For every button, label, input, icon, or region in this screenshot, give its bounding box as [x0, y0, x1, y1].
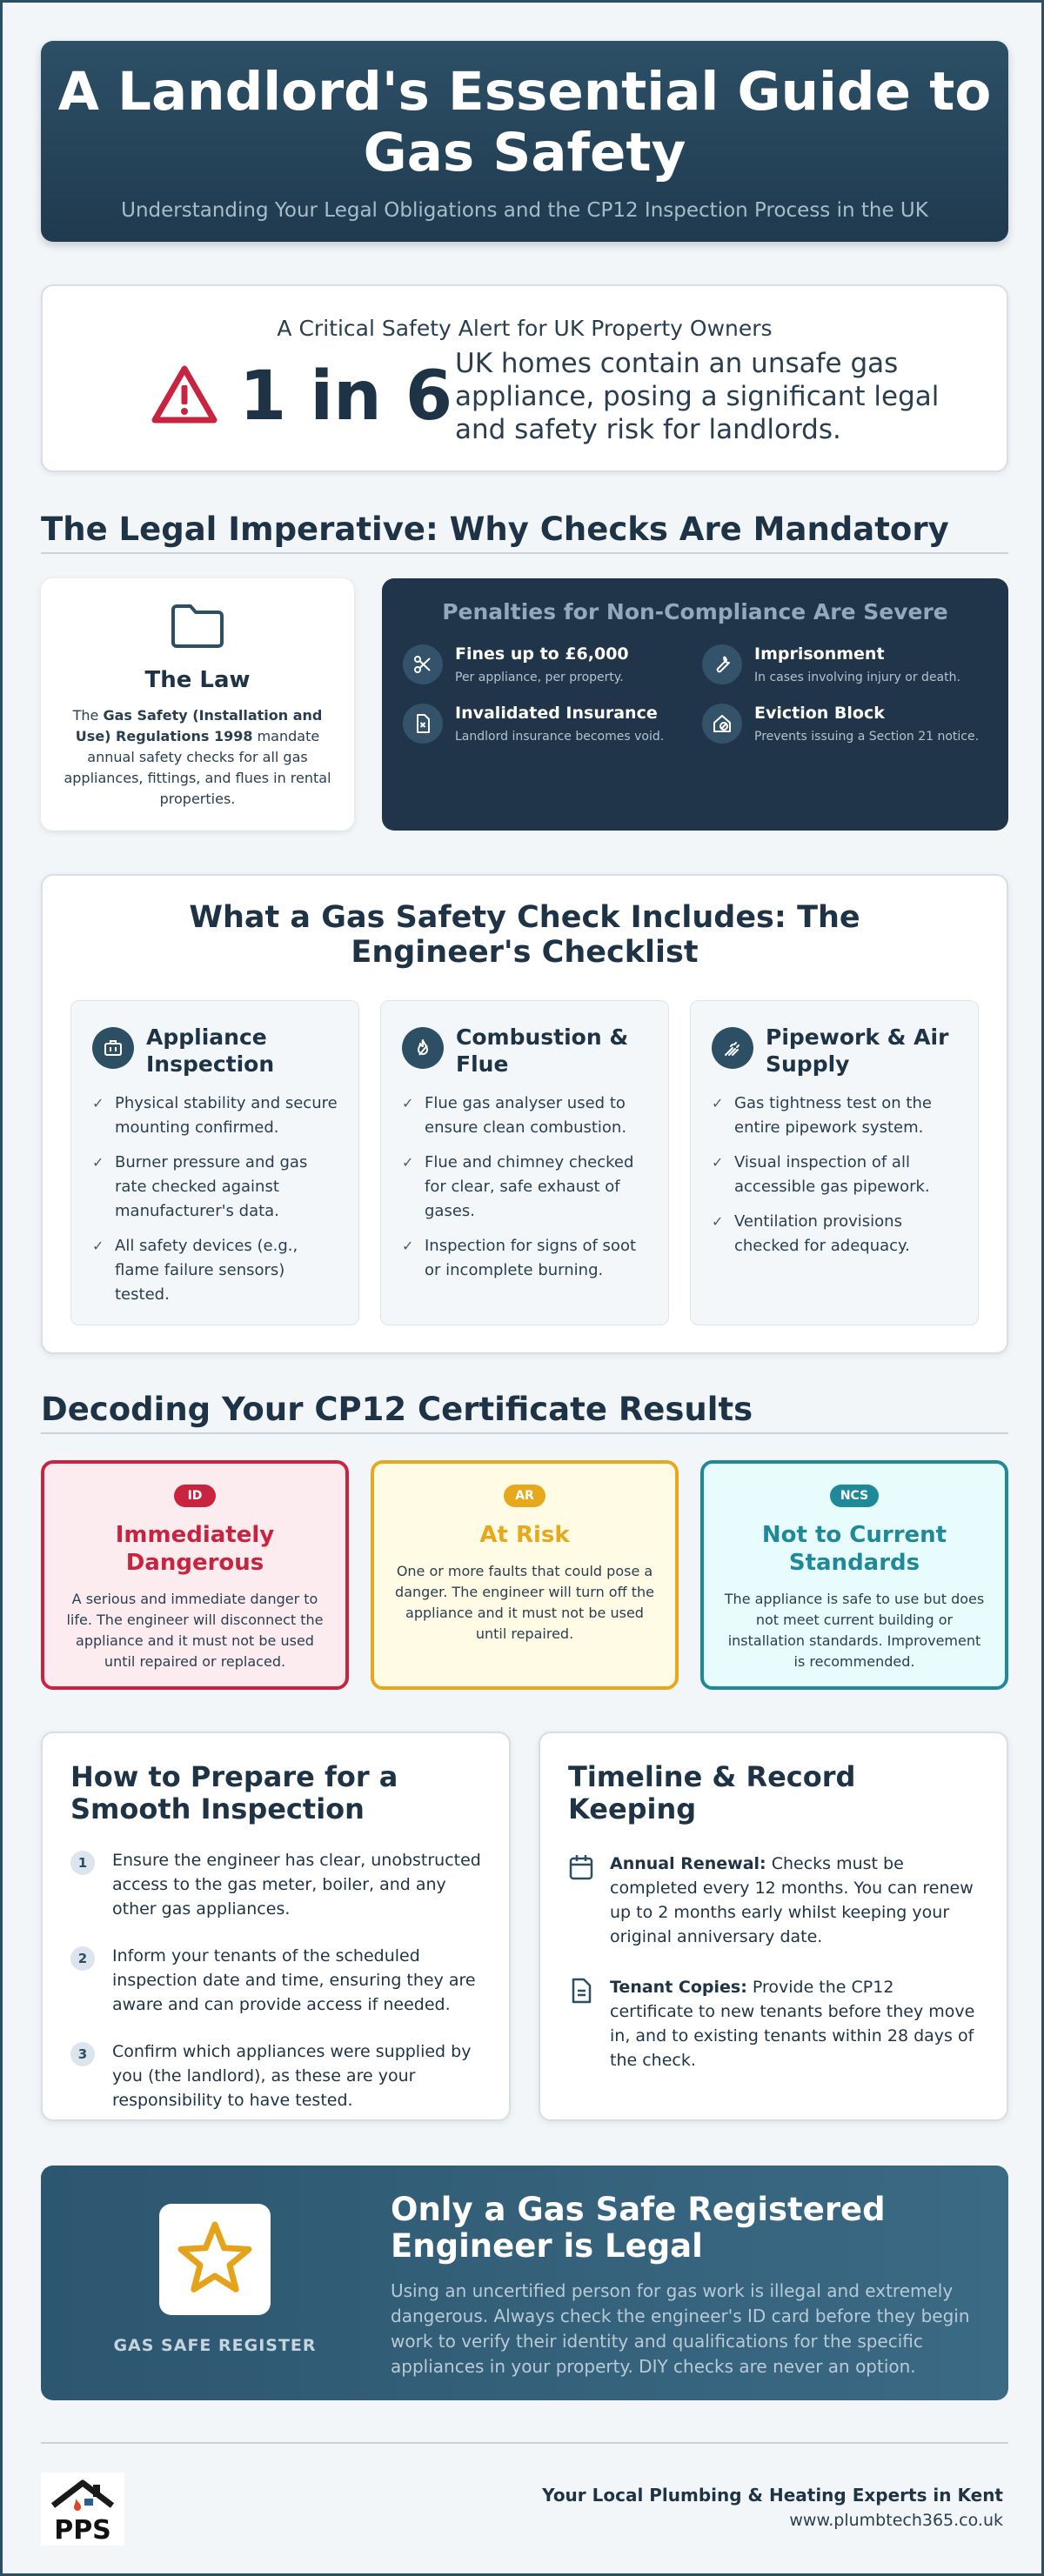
penalties-title: Penalties for Non-Compliance Are Severe — [442, 599, 948, 624]
alert-kicker: A Critical Safety Alert for UK Property Owners — [277, 316, 773, 341]
house-block-icon — [702, 704, 742, 744]
law-title: The Law — [144, 667, 251, 693]
step-text: Confirm which appliances were supplied by you (the landlord), as these are your responsibility to have tested. — [112, 2042, 472, 2110]
step-text: Inform your tenants of the scheduled inspection date and time, ensuring they are aware and can provide access if needed. — [112, 1946, 476, 2014]
step-number: 3 — [70, 2042, 95, 2066]
file-x-icon — [403, 704, 443, 744]
checklist-column-pipework — [690, 1000, 979, 1325]
list-item: ✓ Physical stability and secure mounting confirmed. — [90, 1091, 339, 1140]
timeline-text: Checks must be completed every 12 months. You can renew up to 2 months early whilst keeping your original anniversary date. — [610, 1854, 974, 1946]
law-text: The Gas Safety (Installation and Use) Regulations 1998 mandate annual safety checks for all gas appliances, fittings, and flues in rental properties. — [64, 707, 331, 807]
page-subtitle: Understanding Your Legal Obligations and the CP12 Inspection Process in the UK — [121, 199, 928, 222]
document-icon — [568, 1977, 594, 2005]
gas-safe-banner — [41, 2166, 1008, 2400]
list-item: ✓ All safety devices (e.g., flame failure sensors) tested. — [90, 1234, 339, 1307]
flame-icon — [402, 1027, 444, 1069]
law-regulation: Gas Safety (Installation and Use) Regulations 1998 — [75, 707, 323, 744]
folder-icon — [169, 601, 226, 651]
safety-alert-card — [41, 284, 1008, 472]
scissors-icon — [403, 644, 443, 684]
alert-stat: 1 in 6 — [239, 357, 453, 436]
wrench-icon — [702, 644, 742, 684]
checklist-column-combustion — [380, 1000, 669, 1325]
list-item: ✓ Flue and chimney checked for clear, safe exhaust of gases. — [400, 1151, 649, 1224]
list-item: ✓ Visual inspection of all accessible gas pipework. — [710, 1151, 959, 1199]
checklist-title: What a Gas Safety Check Includes: The Engineer's Checklist — [189, 900, 860, 970]
gas-safe-title: Only a Gas Safe Registered Engineer is Legal — [391, 2191, 886, 2265]
prepare-step — [70, 2039, 481, 2112]
hero-header — [41, 41, 1008, 242]
prepare-title: How to Prepare for a Smooth Inspection — [70, 1760, 398, 1825]
gas-safe-logo — [159, 2204, 271, 2315]
step-text: Ensure the engineer has clear, unobstructed access to the gas meter, boiler, and any other gas appliances. — [112, 1851, 481, 1919]
result-text: A serious and immediate danger to life. The engineer will disconnect the appliance and it must not be used until repaired or replaced. — [66, 1591, 324, 1670]
list-item: ✓ Gas tightness test on the entire pipework system. — [710, 1091, 959, 1140]
timeline-item — [568, 1975, 979, 2072]
checklist-card — [41, 874, 1008, 1354]
timeline-label: Tenant Copies: — [610, 1978, 747, 1997]
alert-description: UK homes contain an unsafe gas appliance, posing a significant legal and safety risk for landlords. — [455, 348, 940, 445]
footer-divider — [41, 2442, 1008, 2444]
list-item: ✓ Burner pressure and gas rate checked against manufacturer's data. — [90, 1151, 339, 1224]
footer-tagline: Your Local Plumbing & Heating Experts in Kent — [542, 2485, 1003, 2506]
result-code-badge: AR — [504, 1485, 545, 1507]
list-item: ✓ Ventilation provisions checked for adequacy. — [710, 1210, 959, 1258]
gas-safe-text: Using an uncertified person for gas work is illegal and extremely dangerous. Always check the engineer's ID card before they begin work to verify their identity and qualifications for the specific appliances in your property. DIY checks are never an option. — [391, 2280, 970, 2377]
step-number: 2 — [70, 1946, 95, 1971]
page-title: A Landlord's Essential Guide to Gas Safety — [57, 61, 992, 184]
timeline-text: Provide the CP12 certificate to new tenants before they move in, and to existing tenants within 28 days of the check. — [610, 1978, 975, 2070]
warning-triangle-icon — [151, 364, 218, 425]
company-logo — [41, 2473, 124, 2546]
checklist-column-appliance — [70, 1000, 359, 1325]
column-title: Appliance Inspection — [146, 1024, 275, 1077]
result-card-id — [41, 1460, 349, 1690]
svg-text:PPS: PPS — [54, 2515, 111, 2546]
timeline-title: Timeline & Record Keeping — [568, 1760, 856, 1825]
list-item: ✓ Flue gas analyser used to ensure clean combustion. — [400, 1091, 649, 1140]
law-card — [41, 578, 354, 831]
footer-website-link[interactable]: www.plumbtech365.co.uk — [789, 2511, 1003, 2530]
result-card-ar — [371, 1460, 679, 1690]
result-code-badge: NCS — [830, 1485, 879, 1507]
column-title: Combustion & Flue — [456, 1024, 629, 1077]
result-code-badge: ID — [174, 1485, 216, 1507]
result-text: The appliance is safe to use but does not meet current building or installation standards. Improvement is recommended. — [724, 1591, 985, 1670]
column-title: Pipework & Air Supply — [766, 1024, 949, 1077]
calendar-icon — [568, 1853, 594, 1881]
step-number: 1 — [70, 1851, 95, 1875]
airflow-icon — [712, 1027, 753, 1069]
timeline-card — [539, 1732, 1008, 2121]
penalties-card: Penalties for Non-Compliance Are Severe Fines up to £6,000 Per appliance, per property. Imprisonment In cases involving injury or death. Invalidated Insurance Landlord insurance becomes void. Eviction Block Prevents issuing a Section 21 notice. — [382, 578, 1008, 831]
timeline-label: Annual Renewal: — [610, 1854, 766, 1873]
timeline-item — [568, 1852, 979, 1949]
star-icon — [173, 2218, 257, 2301]
prepare-step — [70, 1848, 481, 1921]
prepare-card — [41, 1732, 511, 2121]
briefcase-icon — [92, 1027, 134, 1069]
gas-safe-badge-label: GAS SAFE REGISTER — [113, 2336, 317, 2355]
result-card-ncs — [700, 1460, 1008, 1690]
result-title: Not to Current Standards — [761, 1522, 947, 1576]
results-section-title: Decoding Your CP12 Certificate Results — [41, 1391, 1008, 1434]
result-text: One or more faults that could pose a danger. The engineer will turn off the appliance and it must not be used until repaired. — [395, 1563, 654, 1642]
result-title: Immediately Dangerous — [115, 1522, 275, 1576]
list-item: ✓ Inspection for signs of soot or incomplete burning. — [400, 1234, 649, 1283]
result-title: At Risk — [479, 1522, 570, 1548]
prepare-step — [70, 1944, 481, 2017]
legal-section-title: The Legal Imperative: Why Checks Are Mandatory — [41, 511, 1008, 554]
